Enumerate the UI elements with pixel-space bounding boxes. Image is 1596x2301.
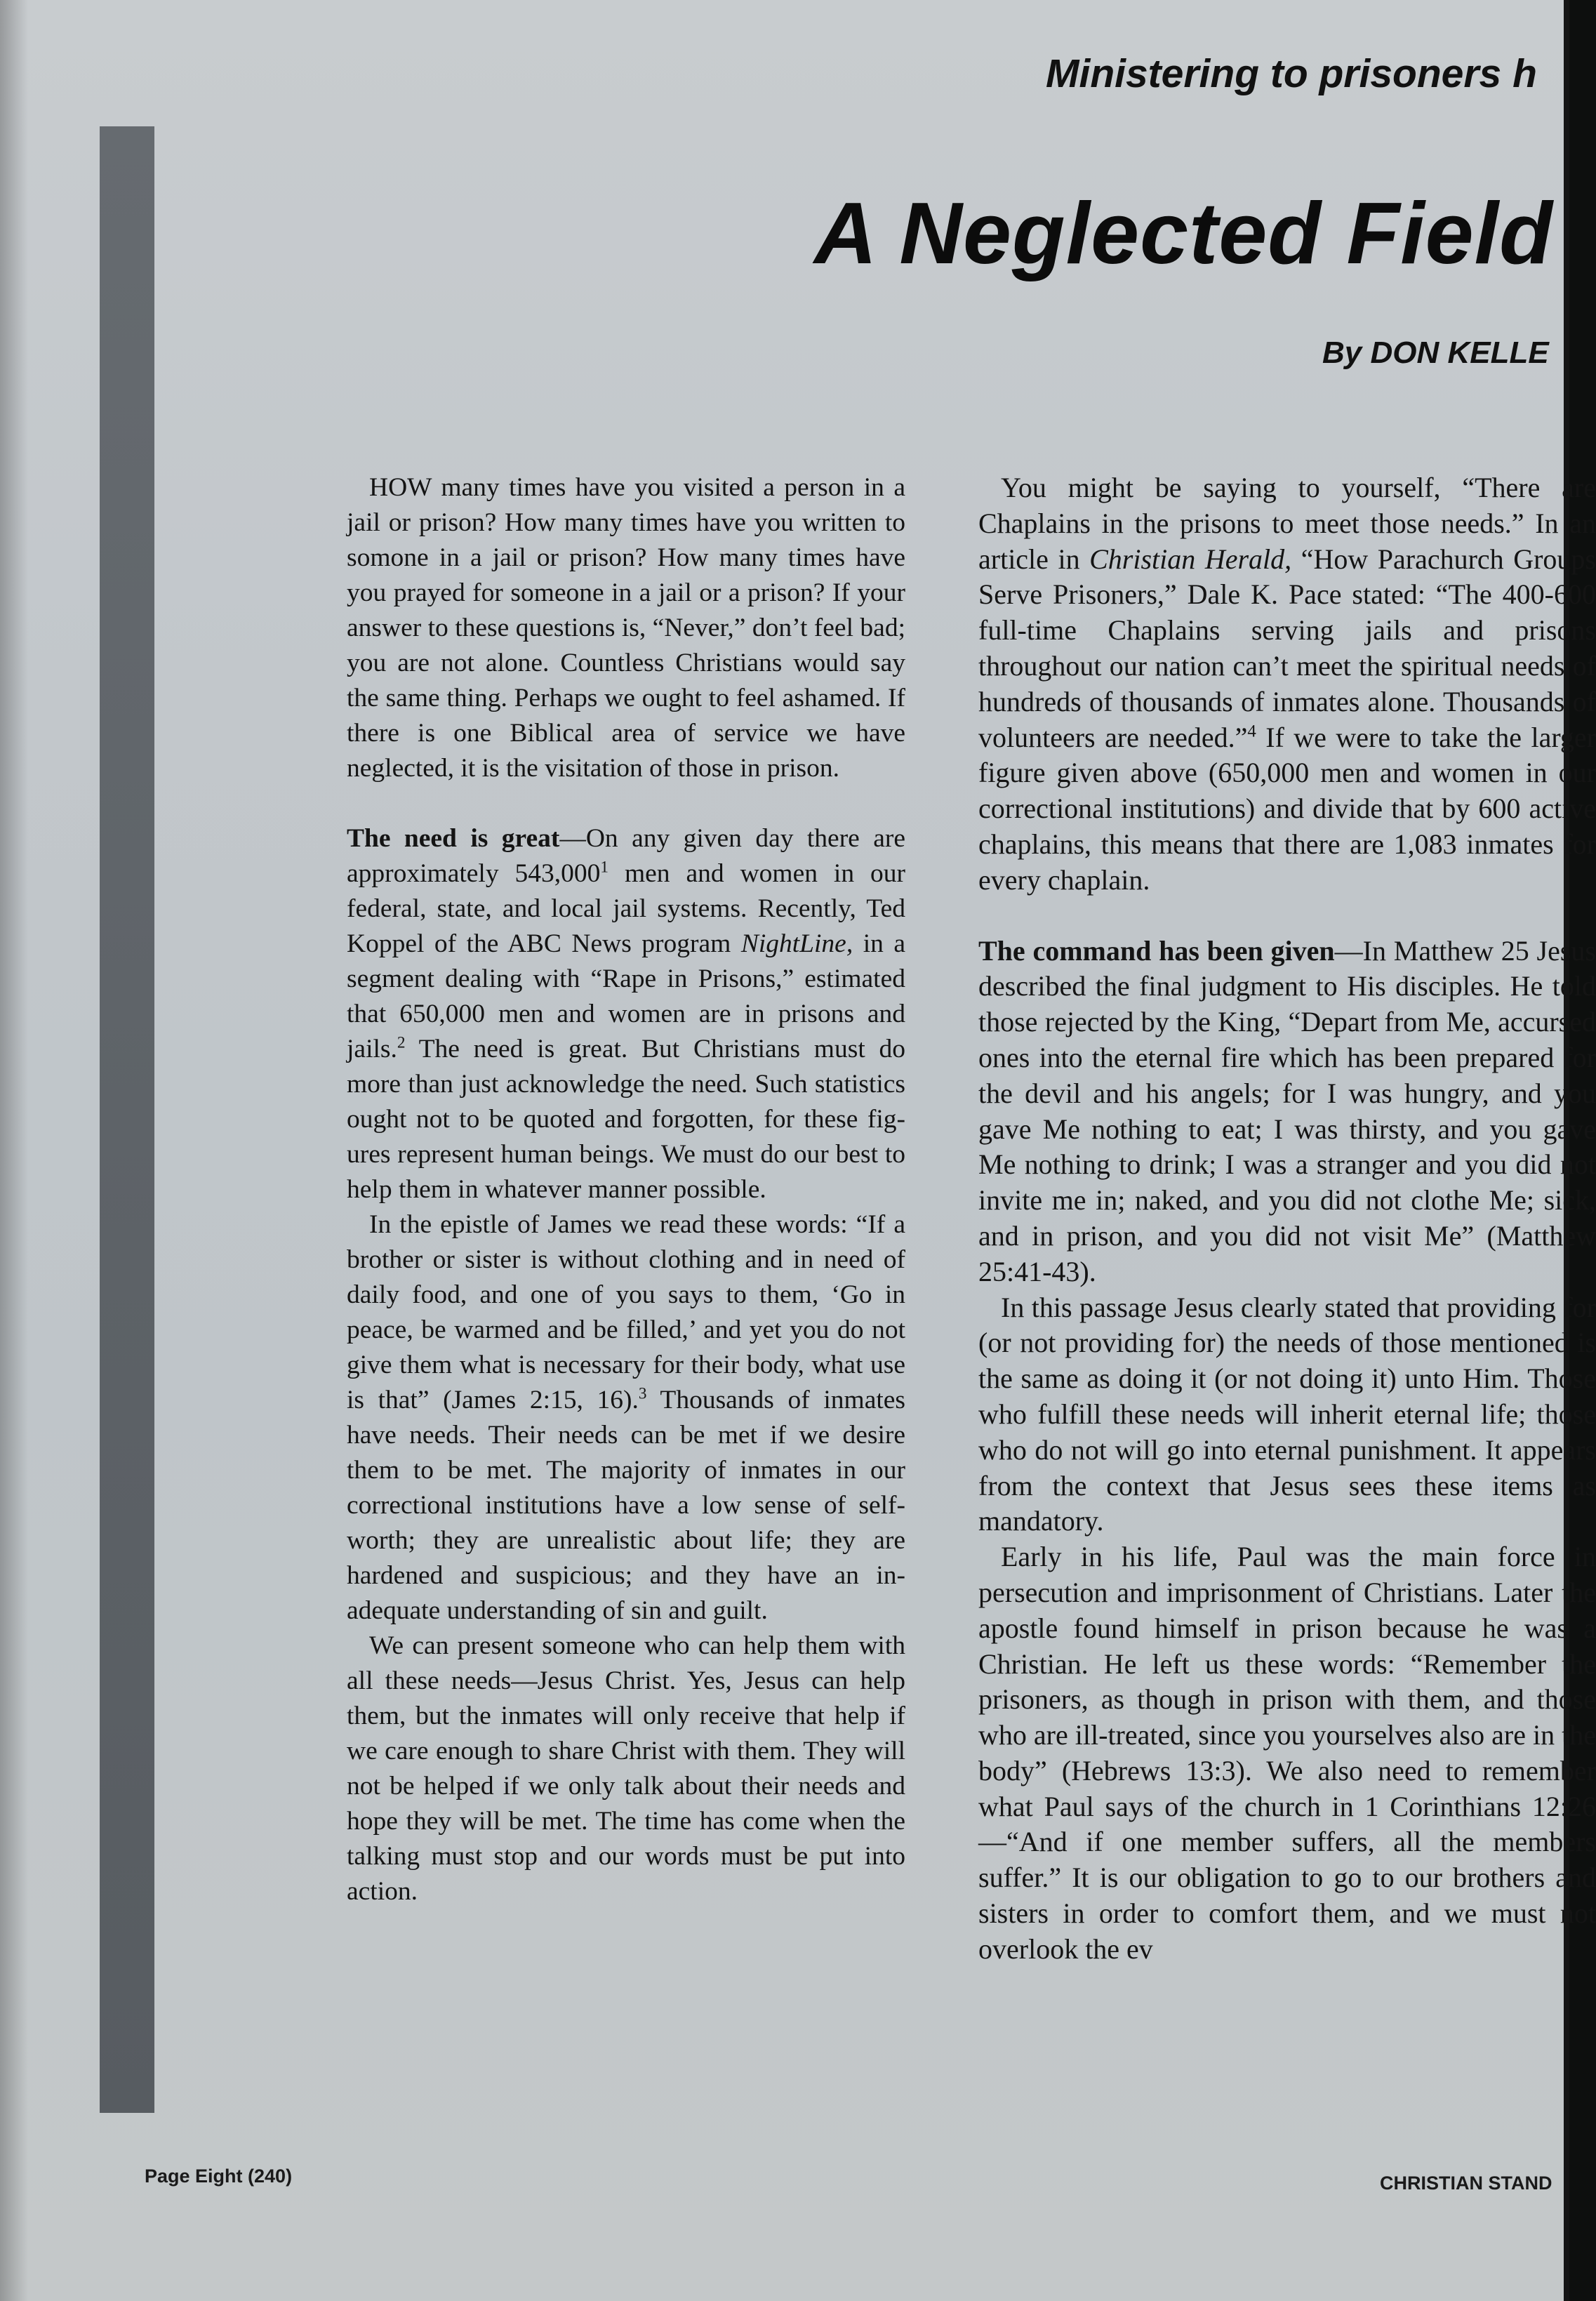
section-lead-command: The command has been given (978, 934, 1335, 967)
publication-footer: CHRISTIAN STAND (1380, 2173, 1552, 2194)
footnote-ref-2: 2 (397, 1033, 406, 1052)
program-name: NightLine, (740, 929, 853, 958)
footnote-ref-1: 1 (600, 858, 609, 877)
section-lead-need: The need is great (347, 824, 560, 853)
paragraph-need-is-great (347, 821, 905, 1207)
footnote-ref-4: 4 (1247, 722, 1256, 741)
text-segment: —In Matthew 25 Jesus described the final judgment to His disciples. He told those rejected by the King, “Depart from Me, accursed ones into the eternal fire which has been prepared for the devil and his angels; for I was hungry, and you gave Me nothing to eat; I was thirsty, and you gave Me nothing to drink; I was a stranger and you did not invite me in; naked, and you did not clothe Me; sick, and in prison, and you did not visit Me” (Matthew 25:41-43). (978, 934, 1596, 1287)
article-kicker: Ministering to prisoners h (1046, 51, 1537, 96)
text-segment: If we were to take the larger figure given above (650,000 men and women in our correctional institutions) and divide that by 600 active chaplains, this means that there are 1,083 inmates for every chaplain. (978, 721, 1596, 896)
text-segment: in a segment dealing with “Rape in Prisons,” estimated that 650,000 men and women are in prisons and jails. (347, 929, 905, 1063)
text-segment: The need is great. But Christians must do more than just acknowledge the need. Such statistics ought not to be quoted and forgotten, for these figures represent human beings. We must do our best to help them in whatever manner possible. (347, 1035, 905, 1204)
text-segment: You might be saying to yourself, “There are Chaplains in the prisons to meet those needs.” In an article in (978, 472, 1596, 575)
text-segment: In the epistle of James we read these words: “If a brother or sister is without clothing and in need of daily food, and one of you says to them, ‘Go in peace, be warmed and be filled,’ and yet you do not give them what is necessary for their body, what use is that” (James 2:15, 16). (347, 1210, 905, 1414)
footnote-ref-3: 3 (638, 1384, 647, 1403)
article-title: A Neglected Field (814, 185, 1553, 282)
text-segment: —On any given day there are approximately 543,000 (347, 824, 906, 888)
page-number: Page Eight (240) (145, 2166, 293, 2187)
decorative-side-bar (100, 126, 154, 2113)
right-column (978, 470, 1596, 1968)
text-segment: Thousands of inmates have needs. Their needs can be met if we desire them to be met. The majority of inmates in our correctional institutions have a low sense of self-worth; they are unrealistic about life; they are hardened and suspicious; and they have an inadequate understanding of sin and guilt. (347, 1386, 905, 1625)
paragraph-james (347, 1207, 905, 1629)
binding-shadow (0, 0, 28, 2301)
paragraph-this-passage: In this passage Jesus clearly stated that providing for (or not providing for) the needs of those mentioned is the same as doing it (or not doing it) unto Him. Those who fulfill these needs will inherit eternal life; those who do not will go into eternal punishment. It appears from the context that Jesus sees these items as mandatory. (978, 1291, 1596, 1537)
paragraph-paul: Early in his life, Paul was the main force in persecution and imprisonment of Christians. Later the apostle found himself in prison because he was a Christian. He left us these words: “Remember the prisoners, as though in prison with them, and those who are ill-treated, since you yourselves also are in the body” (Hebrews 13:3). We also need to remember what Paul says of the church in 1 Corinthians 12:26—“And if one member suffers, all the members suffer.” It is our obligation to go to our brothers and sisters in order to comfort them, and we must not overlook the ev (978, 1541, 1596, 1965)
left-column (347, 470, 905, 1909)
text-segment: “How Parachurch Groups Serve Prisoners,” Dale K. Pace stated: “The 400-600 full-time Chaplains serving jails and prisons throughout our nation can’t meet the spiritual needs of hundreds of thousands of inmates alone. Thousands of volunteers are needed.” (978, 543, 1596, 753)
article-byline: By DON KELLE (1322, 336, 1549, 370)
paragraph-jesus-christ: We can present someone who can help them with all these needs—Jesus Christ. Yes, Jesus can help them, but the inmates will only receive that help if we care enough to share Christ with them. They will not be helped if we only talk about their needs and hope they will be met. The time has come when the talking must stop and our words must be put into action. (347, 1631, 905, 1906)
paragraph-command-given (978, 934, 1596, 1290)
publication-name: Christian Herald, (1089, 543, 1292, 575)
paragraph-chaplains (978, 470, 1596, 898)
paragraph-intro: HOW many times have you visited a person in a jail or prison? How many times have you written to somone in a jail or prison? How many times have you prayed for someone in a jail or a prison? If your answer to these questions is, “Never,” don’t feel bad; you are not alone. Countless Christians would say the same thing. Perhaps we ought to feel ashamed. If there is one Biblical area of service we have neglected, it is the visitation of those in prison. (347, 473, 905, 783)
text-segment: men and women in our federal, state, and local jail systems. Recently, Ted Koppel of the ABC News program (347, 859, 905, 958)
